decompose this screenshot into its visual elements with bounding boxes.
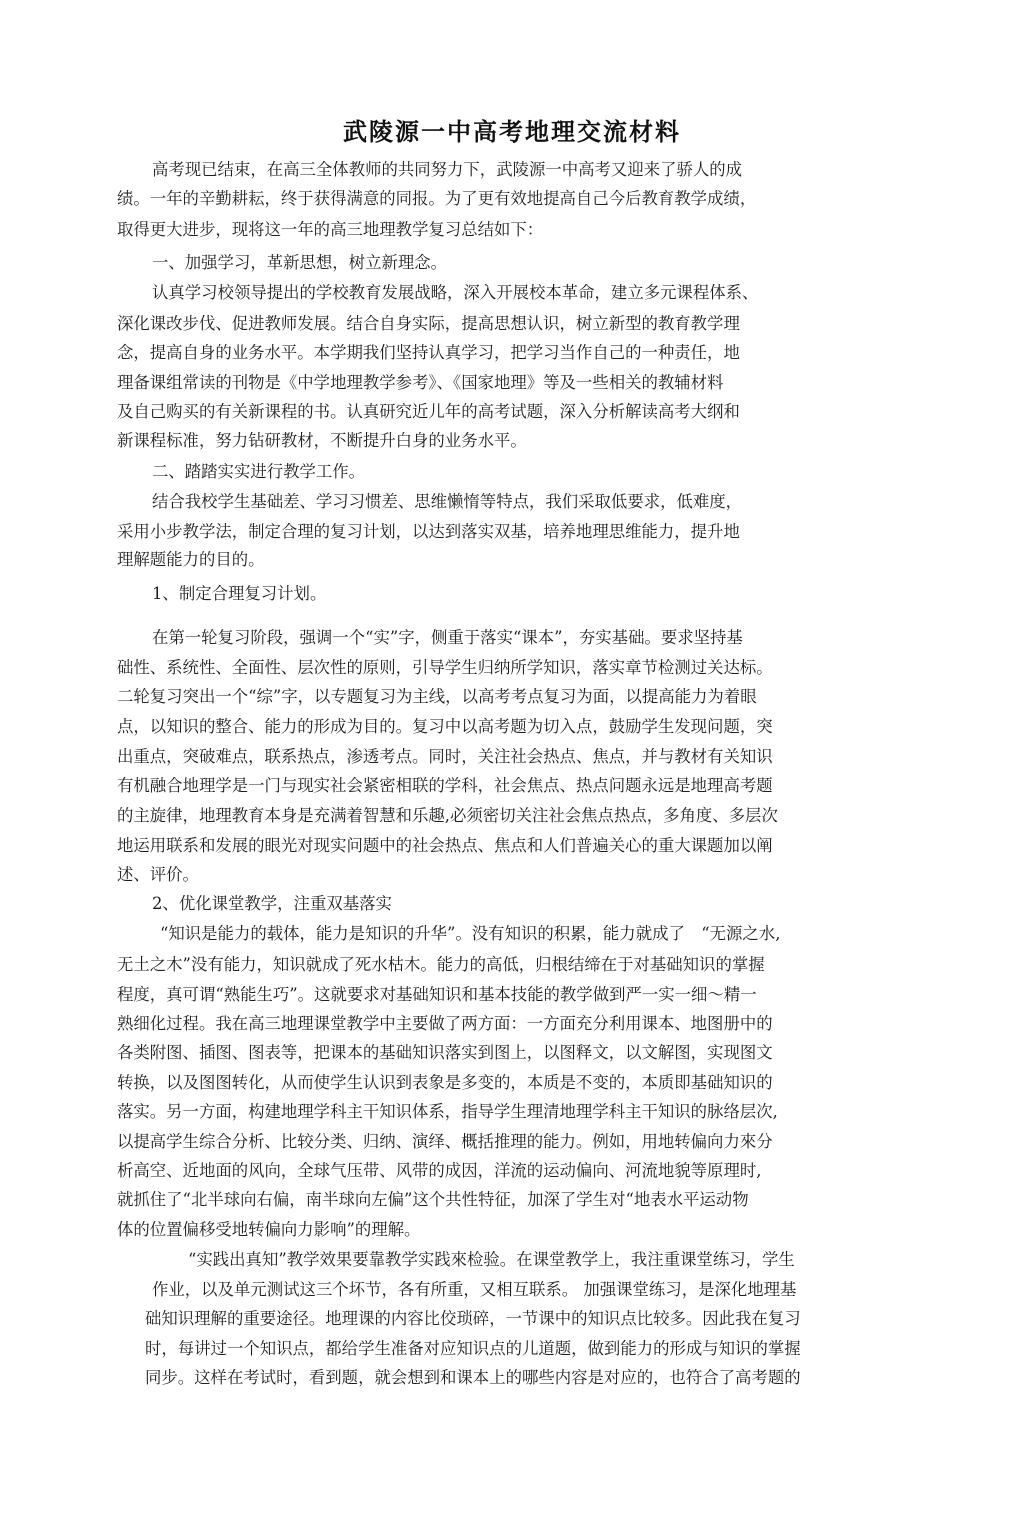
paragraph-line: 无土之木”没有能力，知识就成了死水枯木。能力的高低，归根结缔在于对基础知识的掌握	[117, 955, 765, 974]
paragraph-line: 的主旋律，地理教育本身是充满着智慧和乐趣,必须密切关注社会焦点热点，多角度、多层次	[117, 806, 778, 825]
section-heading: 一、加强学习，革新思想，树立新理念。	[152, 253, 448, 272]
paragraph-line: 在第一轮复习阶段，强调一个“实”字，侧重于落实“课本”，夯实基础。要求坚持基	[152, 628, 743, 647]
paragraph-line: 认真学习校领导提出的学校教育发展战略，深入开展校本革命，建立多元课程体系、	[152, 283, 759, 302]
paragraph-line: 采用小步教学法，制定合理的复习计划，以达到落实双基，培养地理思维能力，提升地	[117, 522, 740, 541]
paragraph-line: 理备课组常读的刊物是《中学地理教学参考》、《国家地理》等及一些相关的教辅材料	[117, 373, 724, 392]
subsection-heading: 2、优化课堂教学，注重双基落实	[152, 894, 392, 913]
paragraph-line: “知识是能力的载体，能力是知识的升华”。没有知识的积累，能力就成了 “无源之水,	[160, 924, 781, 943]
paragraph-line: 二轮复习突出一个“综”字，以专题复习为主线，以高考考点复习为面，以提高能力为着眼	[117, 687, 757, 706]
paragraph-line: 础性、系统性、全面性、层次性的原则，引导学生归纳所学知识，落实章节检测过关达标。	[117, 658, 773, 677]
paragraph-line: 新课程标准，努力钻研教材，不断提升白身的业务水平。	[117, 431, 527, 450]
paragraph-line: 有机融合地理学是一门与现实社会紧密相联的学科，社会焦点、热点问题永远是地理高考题	[117, 776, 773, 795]
paragraph-line: 结合我校学生基础差、学习习惯差、思维懒惰等特点，我们采取低要求，低难度，	[152, 492, 743, 511]
paragraph-line: 地运用联系和发展的眼光对现实问题中的社会热点、焦点和人们普遍关心的重大课题加以阐	[117, 836, 773, 855]
paragraph-line: 以提高学生综合分析、比较分类、归纳、演绎、概括推理的能力。例如，用地转偏向力來分	[117, 1132, 773, 1151]
paragraph-line: 转换，以及图图转化，从而使学生认识到表象是多变的，本质是不变的，本质即基础知识的	[117, 1073, 773, 1092]
paragraph-line: 理解题能力的目的。	[117, 550, 265, 569]
document-title: 武陵源一中高考地理交流材料	[343, 118, 681, 146]
paragraph-line: 就抓住了“北半球向右偏，南半球向左偏”这个共性特征，加深了学生对“地表水平运动物	[117, 1190, 749, 1209]
paragraph-line: 出重点，突破难点，联系热点，渗透考点。同时，关注社会热点、焦点，并与教材有关知识	[117, 747, 773, 766]
paragraph-line: 时，每讲过一个知识点，都给学生准备对应知识点的儿道题，做到能力的形成与知识的掌握	[145, 1339, 801, 1358]
paragraph-line: 绩。一年的辛勤耕耘，终于获得满意的同报。为了更有效地提高自己今后教育教学成绩，	[117, 189, 757, 208]
subsection-heading: 1、制定合理复习计划。	[152, 584, 327, 603]
paragraph-line: 取得更大进步，现将这一年的高三地理教学复习总结如下：	[117, 220, 544, 239]
paragraph-line: 述、评价。	[117, 865, 199, 884]
paragraph-line: 熟细化过程。我在高三地理课堂教学中主要做了两方面：一方面充分利用课本、地图册中的	[117, 1014, 773, 1033]
paragraph-line: 各类附图、插图、图表等，把课本的基础知识落实到图上，以图释文，以文解图，实现图文	[117, 1043, 773, 1062]
paragraph-line: 体的位置偏移受地转偏向力影响”的理解。	[117, 1220, 421, 1239]
paragraph-line: 作业，以及单元测试这三个坏节，各有所重，又相互联系。 加强课堂练习，是深化地理基	[152, 1280, 797, 1299]
section-heading: 二、踏踏实实进行教学工作。	[152, 462, 366, 481]
paragraph-line: 础知识理解的重要途径。地理课的内容比佼琐碎，一节课中的知识点比较多。因此我在复习	[145, 1309, 801, 1328]
paragraph-line: 深化课改步伐、促进教师发展。结合自身实际，提高思想认识，树立新型的教育教学理	[117, 314, 740, 333]
paragraph-line: 同步。这样在考试时，看到题，就会想到和课本上的哪些内容是对应的，也符合了高考题的	[145, 1368, 801, 1387]
paragraph-line: 及自己购买的有关新课程的书。认真研究近儿年的高考试题，深入分析解读高考大纲和	[117, 402, 740, 421]
paragraph-line: 点，以知识的整合、能力的形成为目的。复习中以高考题为切入点，鼓励学生发现问题，突	[117, 717, 773, 736]
paragraph-line: 程度，真可谓“熟能生巧”。这就要求对基础知识和基本技能的教学做到严一实一细～精一	[117, 985, 757, 1004]
paragraph-line: “实践出真知”教学效果要靠教学实践來检验。在课堂教学上，我注重课堂练习，学生	[188, 1250, 795, 1269]
paragraph-line: 析高空、近地面的风向，全球气压带、风带的成因，洋流的运动偏向、河流地貌等原理时,	[117, 1161, 762, 1180]
paragraph-line: 落实。另一方面，构建地理学科主干知识体系，指导学生理清地理学科主干知识的脉络层次,	[117, 1102, 778, 1121]
paragraph-line: 念，提高自身的业务水平。本学期我们坚持认真学习，把学习当作自己的一种责任，地	[117, 343, 740, 362]
paragraph-line: 高考现已结束，在高三全体教师的共同努力下，武陵源一中高考又迎来了骄人的成	[152, 160, 743, 179]
